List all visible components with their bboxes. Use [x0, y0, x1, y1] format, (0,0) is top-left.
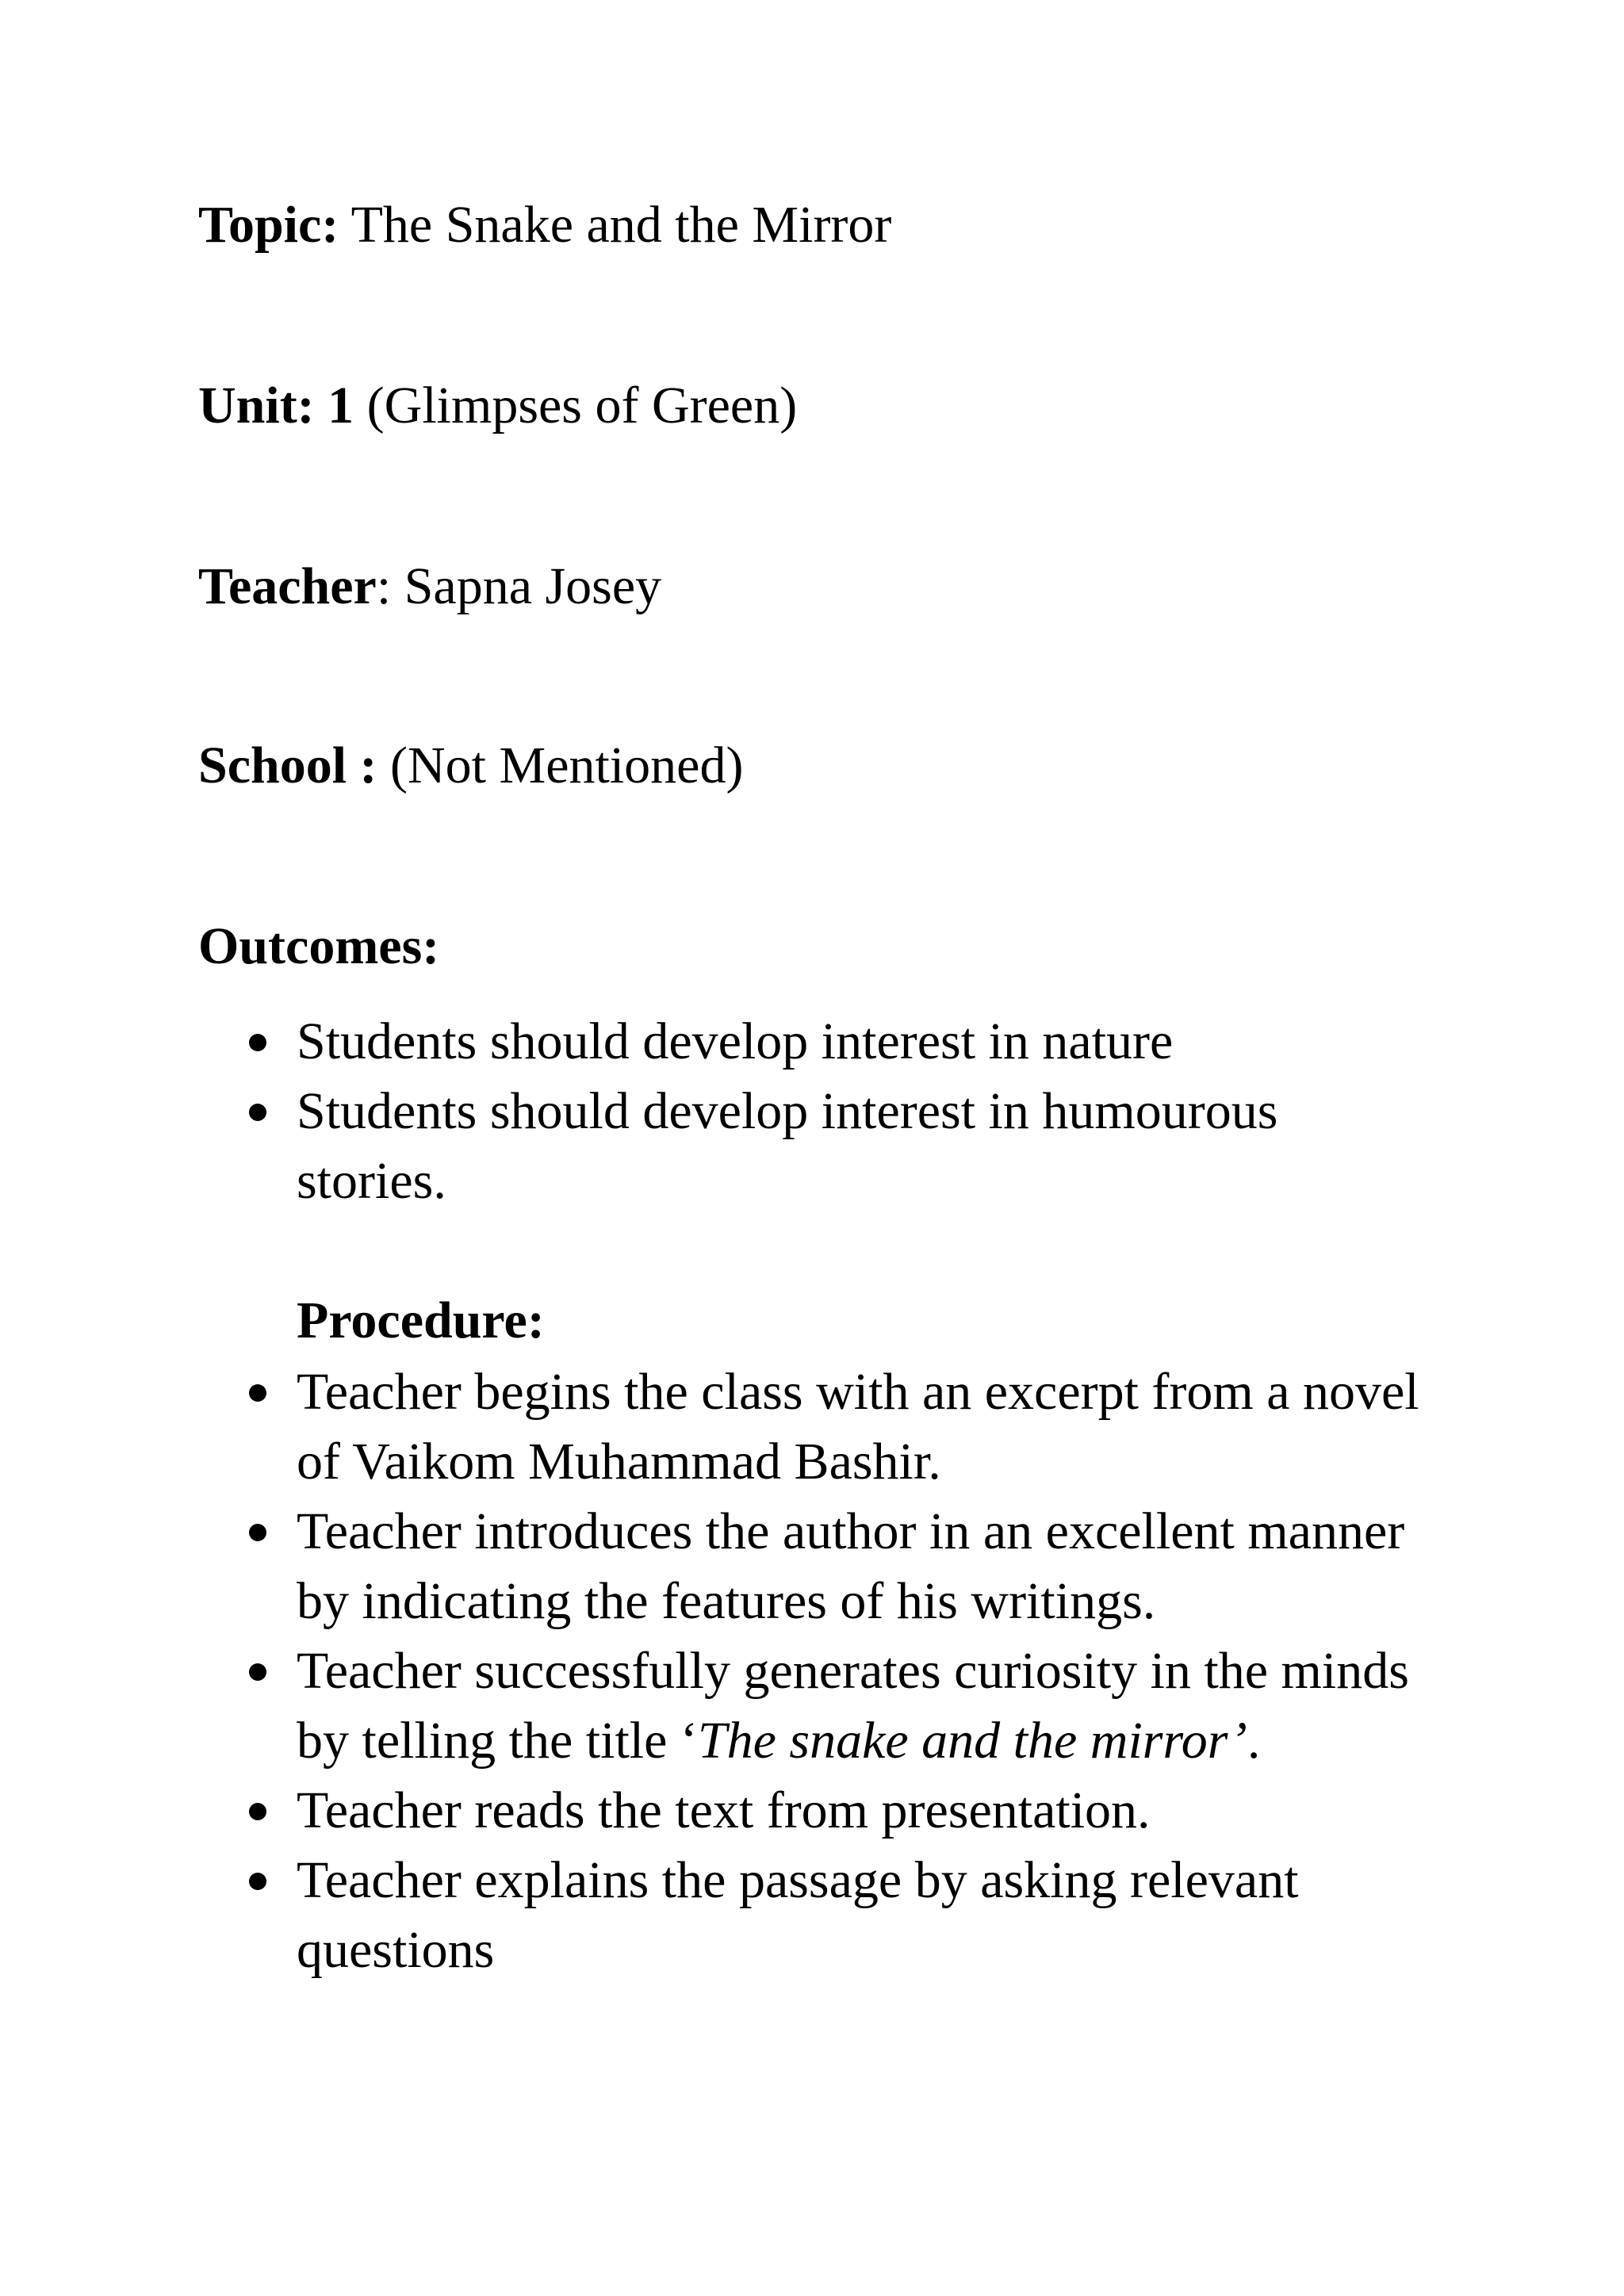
bullet-icon	[249, 1384, 266, 1402]
procedure-list	[238, 1357, 1427, 1985]
list-item	[238, 1357, 1427, 1497]
school-value: (Not Mentioned)	[377, 737, 744, 794]
school-line	[198, 731, 743, 801]
story-title: The snake and the mirror’	[697, 1712, 1247, 1770]
topic-label: Topic:	[198, 196, 339, 254]
list-item	[238, 1636, 1427, 1776]
list-item-text: Students should develop interest in humourous stories.	[297, 1082, 1278, 1210]
topic-value: The Snake and the Mirror	[339, 196, 892, 254]
list-item-text: Teacher reads the text from presentation.	[297, 1781, 1151, 1839]
teacher-value: : Sapna Josey	[376, 557, 662, 615]
teacher-label: Teacher	[198, 557, 377, 615]
list-item-text-end: .	[1247, 1712, 1261, 1770]
teacher-line	[198, 552, 661, 622]
list-item-text	[297, 1642, 1409, 1770]
school-label: School :	[198, 737, 377, 794]
unit-line	[198, 371, 797, 441]
list-item	[238, 1497, 1427, 1636]
list-item	[238, 1077, 1427, 1216]
bullet-icon	[249, 1663, 266, 1681]
list-item-text-start: Teacher successfully generates curiosity in the minds by telling the title ‘	[297, 1642, 1409, 1770]
list-item	[238, 1776, 1427, 1846]
bullet-icon	[249, 1803, 266, 1820]
list-item-text: Teacher introduces the author in an excellent manner by indicating the features of his writings.	[297, 1502, 1405, 1630]
list-item-text: Teacher explains the passage by asking relevant questions	[297, 1851, 1299, 1979]
outcomes-heading: Outcomes:	[198, 917, 440, 975]
bullet-icon	[249, 1104, 266, 1121]
list-item-text: Students should develop interest in nature	[297, 1012, 1174, 1070]
bullet-icon	[249, 1873, 266, 1890]
bullet-icon	[249, 1524, 266, 1541]
list-item	[238, 1007, 1427, 1077]
topic-line	[198, 190, 891, 260]
procedure-heading: Procedure:	[297, 1292, 545, 1349]
outcomes-list	[238, 1007, 1427, 1216]
list-item-text: Teacher begins the class with an excerpt from a novel of Vaikom Muhammad Bashir.	[297, 1363, 1419, 1490]
unit-value: (Glimpses of Green)	[354, 377, 798, 434]
unit-label: Unit: 1	[198, 377, 354, 434]
list-item	[238, 1846, 1427, 1985]
bullet-icon	[249, 1034, 266, 1051]
